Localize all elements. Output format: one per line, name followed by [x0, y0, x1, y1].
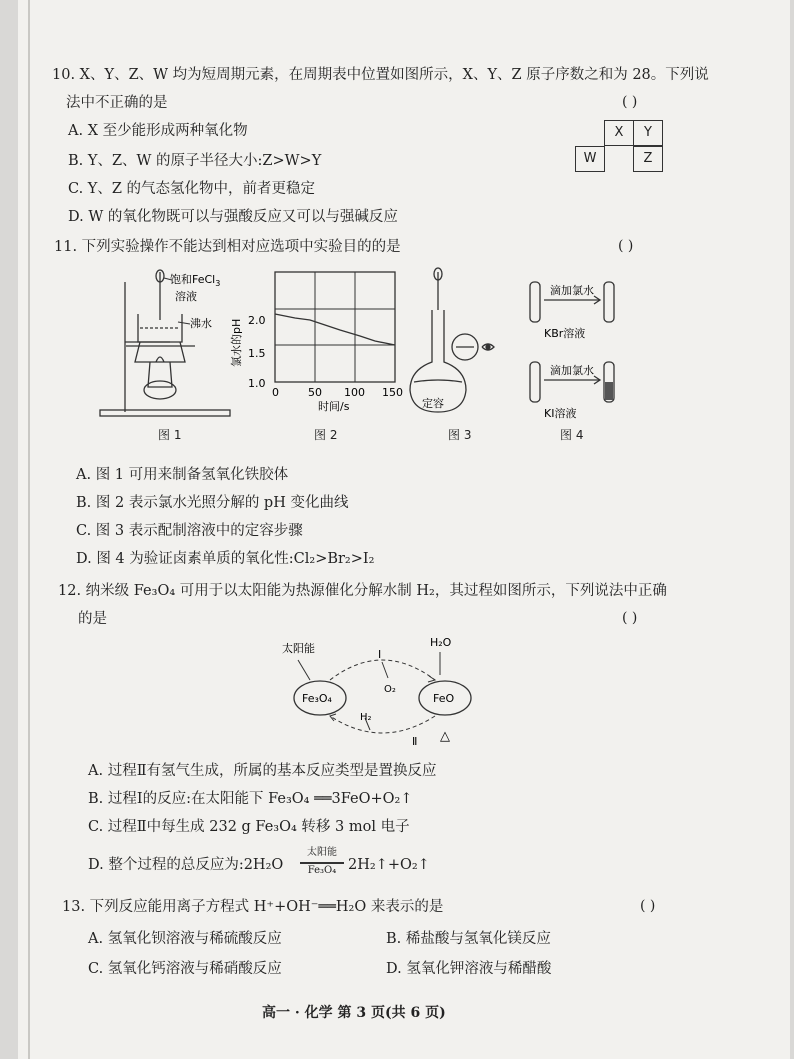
- diagram-feo: FeO: [433, 692, 455, 705]
- q12-option-c: C. 过程Ⅱ中每生成 232 g Fe₃O₄ 转移 3 mol 电子: [88, 819, 410, 835]
- diagram-process-I: Ⅰ: [378, 648, 382, 661]
- q13-option-b: B. 稀盐酸与氢氧化镁反应: [386, 931, 551, 947]
- q11-option-b: B. 图 2 表示氯水光照分解的 pH 变化曲线: [76, 495, 349, 511]
- fig1-label-boiling-water: 沸水: [190, 317, 212, 330]
- q11-option-c: C. 图 3 表示配制溶液中的定容步骤: [76, 523, 303, 539]
- fig1-apparatus: [100, 270, 230, 416]
- diagram-o2: O₂: [384, 684, 396, 695]
- q12-option-d-condition-top: 太阳能: [307, 847, 337, 858]
- q13-answer-bracket: ( ): [640, 898, 656, 914]
- q10-option-d: D. W 的氧化物既可以与强酸反应又可以与强碱反应: [68, 209, 398, 225]
- diagram-process-II: Ⅱ: [412, 735, 418, 748]
- q12-option-d-rhs: 2H₂↑+O₂↑: [348, 857, 430, 873]
- q13-option-a: A. 氢氧化钡溶液与稀硫酸反应: [88, 931, 282, 947]
- fig2-ylabel: 氯水的pH: [230, 318, 243, 367]
- fig2-caption: 图 2: [314, 428, 338, 442]
- q13-option-d: D. 氢氧化钾溶液与稀醋酸: [386, 961, 552, 977]
- cell-w: W: [575, 146, 605, 172]
- fig2-xlabel: 时间/s: [318, 400, 350, 413]
- q11-option-d: D. 图 4 为验证卤素单质的氧化性:Cl₂>Br₂>I₂: [76, 551, 375, 567]
- q10-answer-bracket: ( ): [622, 94, 638, 110]
- diagram-heat: △: [440, 729, 450, 744]
- q12-stem-line1: 12. 纳米级 Fe₃O₄ 可用于以太阳能为热源催化分解水制 H₂，其过程如图所示，下列说法中正确: [58, 583, 667, 599]
- q10-option-a: A. X 至少能形成两种氧化物: [68, 123, 248, 139]
- q12-cycle-diagram: [270, 630, 490, 750]
- fig3-caption: 图 3: [448, 428, 472, 442]
- cell-x: X: [604, 120, 634, 146]
- diagram-fe3o4: Fe₃O₄: [302, 692, 332, 705]
- page-fold: [28, 0, 30, 1059]
- q11-figures: [60, 262, 680, 442]
- periodic-table-fragment: [583, 120, 662, 172]
- q12-option-b: B. 过程Ⅰ的反应:在太阳能下 Fe₃O₄ ══3FeO+O₂↑: [88, 791, 413, 807]
- fig1-label-fecl3: 饱和FeCl$_3$: [170, 273, 221, 288]
- fig2-xtick-100: 100: [344, 386, 365, 399]
- q12-stem-line2: 的是: [78, 611, 107, 627]
- fig3-label: 定容: [422, 397, 444, 410]
- q11-stem: 11. 下列实验操作不能达到相对应选项中实验目的的是: [54, 239, 401, 255]
- q10-option-c: C. Y、Z 的气态氢化物中，前者更稳定: [68, 181, 316, 197]
- fig4-label-kbr: KBr溶液: [544, 327, 586, 340]
- fig1-label-solution: 溶液: [175, 290, 197, 303]
- q12-option-d-lhs: D. 整个过程的总反应为:2H₂O: [88, 857, 284, 873]
- fig3-flask: [410, 268, 494, 412]
- fig2-ytick-2.0: 2.0: [248, 314, 266, 327]
- cell-z: Z: [633, 146, 663, 172]
- fig4-label-ki: KI溶液: [544, 407, 577, 420]
- fig2-ytick-1.5: 1.5: [248, 347, 266, 360]
- q12-option-d-condition-bottom: Fe₃O₄: [307, 865, 337, 876]
- q10-stem-line2: 法中不正确的是: [66, 95, 168, 111]
- q13-stem: 13. 下列反应能用离子方程式 H⁺+OH⁻══H₂O 来表示的是: [62, 899, 444, 915]
- fig4-caption: 图 4: [560, 428, 584, 442]
- fig2-xtick-0: 0: [272, 386, 279, 399]
- fig4-label-add-chlorine-1: 滴加氯水: [550, 284, 594, 297]
- fig2-ytick-1.0: 1.0: [248, 377, 266, 390]
- fig2-chart: [229, 272, 403, 413]
- q11-option-a: A. 图 1 可用来制备氢氧化铁胶体: [76, 467, 289, 483]
- fig1-caption: 图 1: [158, 428, 182, 442]
- q12-option-d-arrow: [300, 862, 344, 864]
- fig2-xtick-50: 50: [308, 386, 322, 399]
- fig4-label-add-chlorine-2: 滴加氯水: [550, 364, 594, 377]
- q12-answer-bracket: ( ): [622, 610, 638, 626]
- fig4-tubes: [530, 282, 614, 402]
- cell-y: Y: [633, 120, 663, 146]
- q13-option-c: C. 氢氧化钙溶液与稀硝酸反应: [88, 961, 282, 977]
- fig2-xtick-150: 150: [382, 386, 403, 399]
- q11-answer-bracket: ( ): [618, 238, 634, 254]
- q10-option-b: B. Y、Z、W 的原子半径大小:Z>W>Y: [68, 153, 322, 169]
- q12-option-a: A. 过程Ⅱ有氢气生成，所属的基本反应类型是置换反应: [88, 763, 437, 779]
- diagram-h2o: H₂O: [430, 636, 452, 649]
- diagram-sunlight: 太阳能: [282, 642, 315, 655]
- page-footer: 高一 · 化学 第 3 页(共 6 页): [262, 1005, 446, 1021]
- q10-stem-line1: 10. X、Y、Z、W 均为短周期元素，在周期表中位置如图所示，X、Y、Z 原子序数之和为 28。下列说: [52, 67, 709, 83]
- diagram-h2: H₂: [360, 712, 372, 723]
